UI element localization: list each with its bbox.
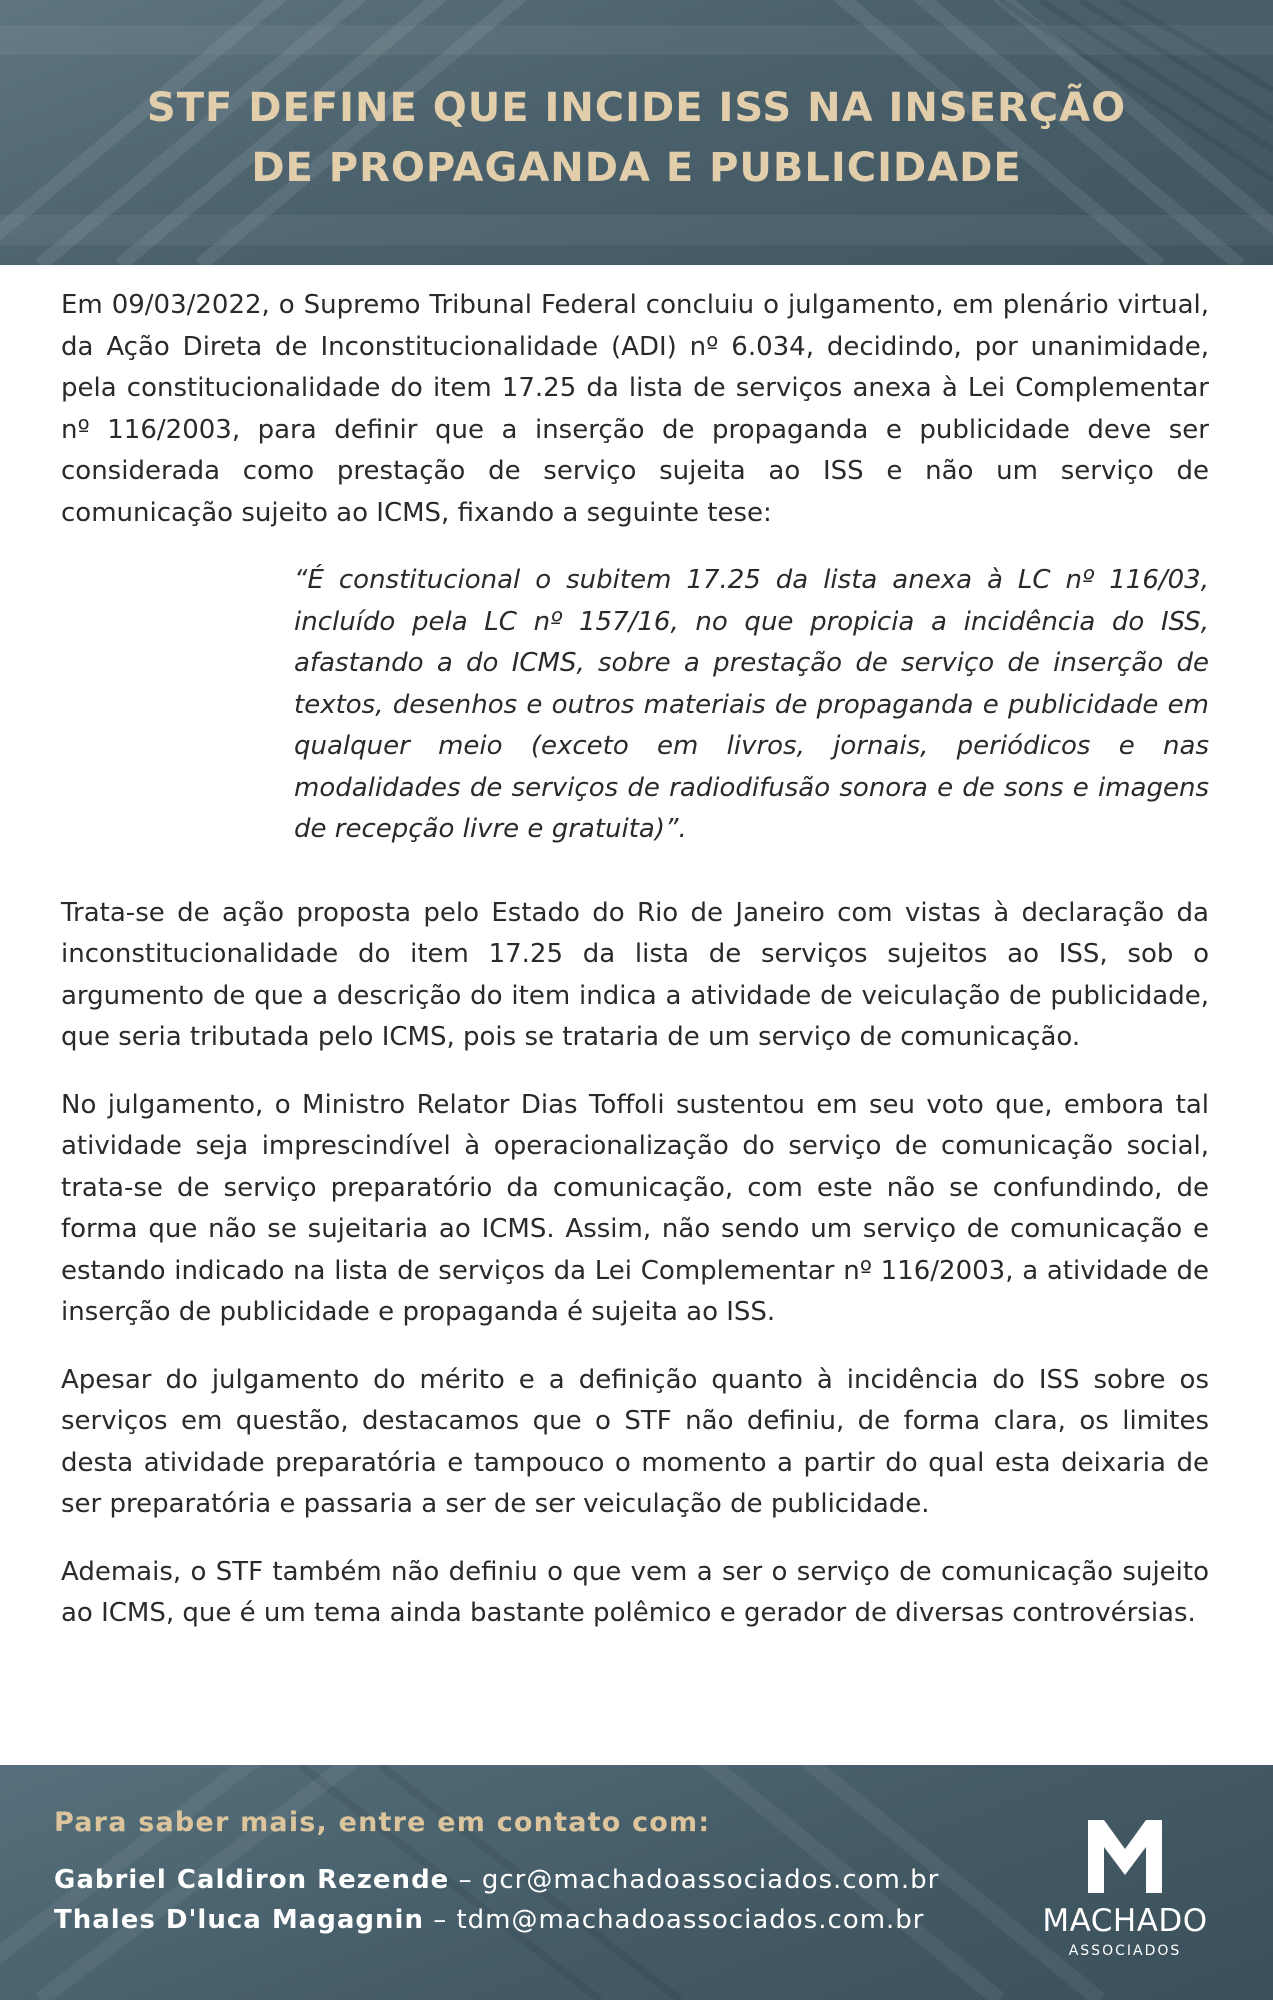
contact-line-2 — [54, 1905, 924, 1935]
paragraph-3: No julgamento, o Ministro Relator Dias Toffoli sustentou em seu voto que, embora tal atividade seja imprescindível à operacionalização do serviço de comunicação social, trata-se de serviço preparatório da comunicação, com este não se confundindo, de forma que não se sujeitaria ao ICMS. Assim, não sendo um serviço de comunicação e estando indicado na lista de serviços da Lei Complementar nº 116/2003, a atividade de inserção de publicidade e propaganda é sujeita ao ISS. — [61, 1089, 1209, 1327]
paragraph-4: Apesar do julgamento do mérito e a definição quanto à incidência do ISS sobre os serviços em questão, destacamos que o STF não definiu, de forma clara, os limites desta atividade preparatória e tampouco o momento a partir do qual esta deixaria de ser preparatória e passaria a ser de ser veiculação de publicidade. — [61, 1364, 1209, 1519]
thesis-quote: “É constitucional o subitem 17.25 da lista anexa à LC nº 116/03, incluído pela LC nº 157/16, no que propicia a incidência do ISS, afastando a do ICMS, sobre a prestação de serviço de inserção de textos, desenhos e outros materiais de propaganda e publicidade em qualquer meio (exceto em livros, jornais, periódicos e nas modalidades de serviços de radiodifusão sonora e de sons e imagens de recepção livre e gratuita)”. — [294, 565, 1209, 844]
contact-heading: Para saber mais, entre em contato com: — [54, 1807, 711, 1838]
contact-email[interactable]: tdm@machadoassociados.com.br — [456, 1905, 925, 1935]
company-logo — [1025, 1805, 1225, 1965]
title-line-1: STF DEFINE QUE INCIDE ISS NA INSERÇÃO — [146, 85, 1127, 131]
header-banner — [0, 0, 1273, 265]
logo-name: MACHADO — [1042, 1903, 1208, 1939]
contact-email[interactable]: gcr@machadoassociados.com.br — [481, 1865, 940, 1895]
article-body — [61, 285, 1209, 1635]
contact-name: Gabriel Caldiron Rezende — [54, 1865, 450, 1895]
contact-separator: – — [449, 1865, 482, 1895]
intro-paragraph: Em 09/03/2022, o Supremo Tribunal Federal concluiu o julgamento, em plenário virtual, da Ação Direta de Inconstitucionalidade (ADI) nº 6.034, decidindo, por unanimidade, pela constitucionalidade do item 17.25 da lista de serviços anexa à Lei Complementar nº 116/2003, para definir que a inserção de propaganda e publicidade deve ser considerada como prestação de serviço sujeita ao ISS e não um serviço de comunicação sujeito ao ICMS, fixando a seguinte tese: — [61, 290, 1209, 528]
contact-line-1 — [54, 1865, 939, 1895]
m-monogram-icon — [1025, 1805, 1225, 1905]
contact-separator: – — [423, 1905, 457, 1935]
title-line-2: DE PROPAGANDA E PUBLICIDADE — [251, 145, 1022, 191]
paragraph-5: Ademais, o STF também não definiu o que vem a ser o serviço de comunicação sujeito ao ICMS, que é um tema ainda bastante polêmico e gerador de diversas controvérsias. — [61, 1556, 1209, 1628]
footer-contact — [0, 1765, 1273, 2000]
logo-subtitle: ASSOCIADOS — [1068, 1943, 1182, 1959]
contact-name: Thales D'luca Magagnin — [54, 1905, 424, 1935]
paragraph-2: Trata-se de ação proposta pelo Estado do Rio de Janeiro com vistas à declaração da inconstitucionalidade do item 17.25 da lista de serviços sujeitos ao ISS, sob o argumento de que a descrição do item indica a atividade de veiculação de publicidade, que seria tributada pelo ICMS, pois se trataria de um serviço de comunicação. — [61, 897, 1209, 1052]
page-title — [0, 78, 1273, 198]
